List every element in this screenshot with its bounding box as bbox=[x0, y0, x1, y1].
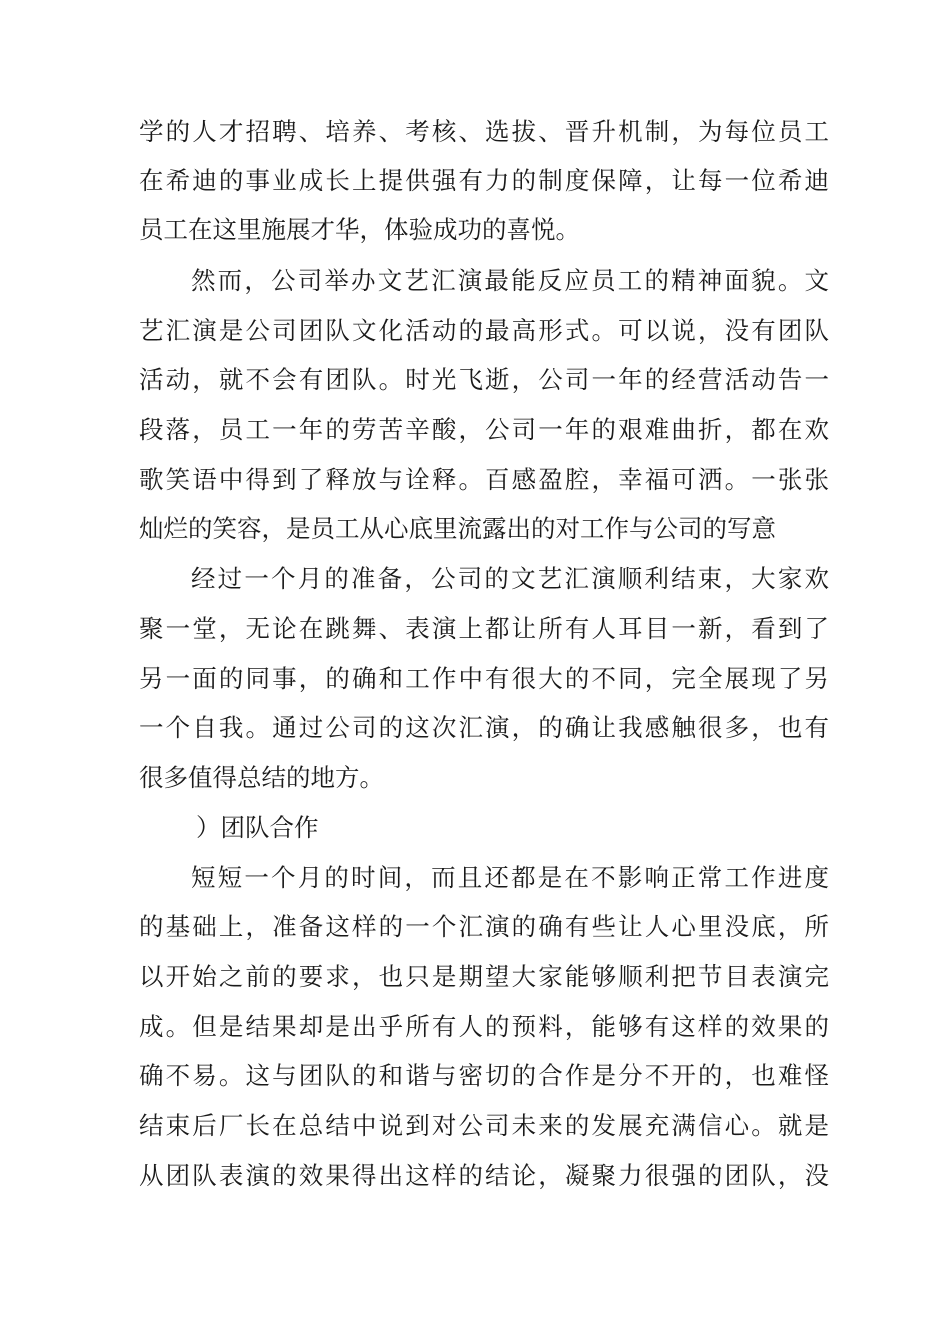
paragraph-3-line-2: 聚一堂，无论在跳舞、表演上都让所有人耳目一新，看到了 bbox=[139, 614, 829, 643]
paragraph-1-line-2: 在希迪的事业成长上提供强有力的制度保障，让每一位希迪 bbox=[139, 166, 829, 195]
paragraph-4-line-5: 确不易。这与团队的和谐与密切的合作是分不开的，也难怪 bbox=[139, 1061, 829, 1090]
paragraph-3-line-1: 经过一个月的准备，公司的文艺汇演顺利结束，大家欢 bbox=[191, 564, 829, 593]
paragraph-3-line-5: 很多值得总结的地方。 bbox=[139, 763, 384, 792]
paragraph-2-line-2: 艺汇演是公司团队文化活动的最高形式。可以说，没有团队 bbox=[139, 316, 829, 345]
paragraph-1-line-1: 学的人才招聘、培养、考核、选拔、晋升机制，为每位员工 bbox=[139, 117, 829, 146]
section-heading: ）团队合作 bbox=[196, 813, 319, 842]
paragraph-2-line-1: 然而，公司举办文艺汇演最能反应员工的精神面貌。文 bbox=[191, 266, 829, 295]
paragraph-4-line-1: 短短一个月的时间，而且还都是在不影响正常工作进度 bbox=[191, 863, 829, 892]
paragraph-4-line-2: 的基础上，准备这样的一个汇演的确有些让人心里没底，所 bbox=[139, 912, 829, 941]
paragraph-4-line-6: 结束后厂长在总结中说到对公司未来的发展充满信心。就是 bbox=[139, 1111, 829, 1140]
paragraph-4-line-7: 从团队表演的效果得出这样的结论，凝聚力很强的团队，没 bbox=[139, 1161, 829, 1190]
paragraph-3-line-3: 另一面的同事，的确和工作中有很大的不同，完全展现了另 bbox=[139, 664, 829, 693]
paragraph-4-line-3: 以开始之前的要求，也只是期望大家能够顺利把节目表演完 bbox=[139, 962, 829, 991]
paragraph-2-line-4: 段落，员工一年的劳苦辛酸，公司一年的艰难曲折，都在欢 bbox=[139, 415, 829, 444]
paragraph-2-line-5: 歌笑语中得到了释放与诠释。百感盈腔，幸福可洒。一张张 bbox=[139, 465, 829, 494]
paragraph-4-line-4: 成。但是结果却是出乎所有人的预料，能够有这样的效果的 bbox=[139, 1012, 829, 1041]
paragraph-1-line-3: 员工在这里施展才华，体验成功的喜悦。 bbox=[139, 215, 580, 244]
paragraph-2-line-6: 灿烂的笑容，是员工从心底里流露出的对工作与公司的写意 bbox=[139, 514, 776, 543]
paragraph-2-line-3: 活动，就不会有团队。时光飞逝，公司一年的经营活动告一 bbox=[139, 365, 829, 394]
paragraph-3-line-4: 一个自我。通过公司的这次汇演，的确让我感触很多，也有 bbox=[139, 713, 829, 742]
